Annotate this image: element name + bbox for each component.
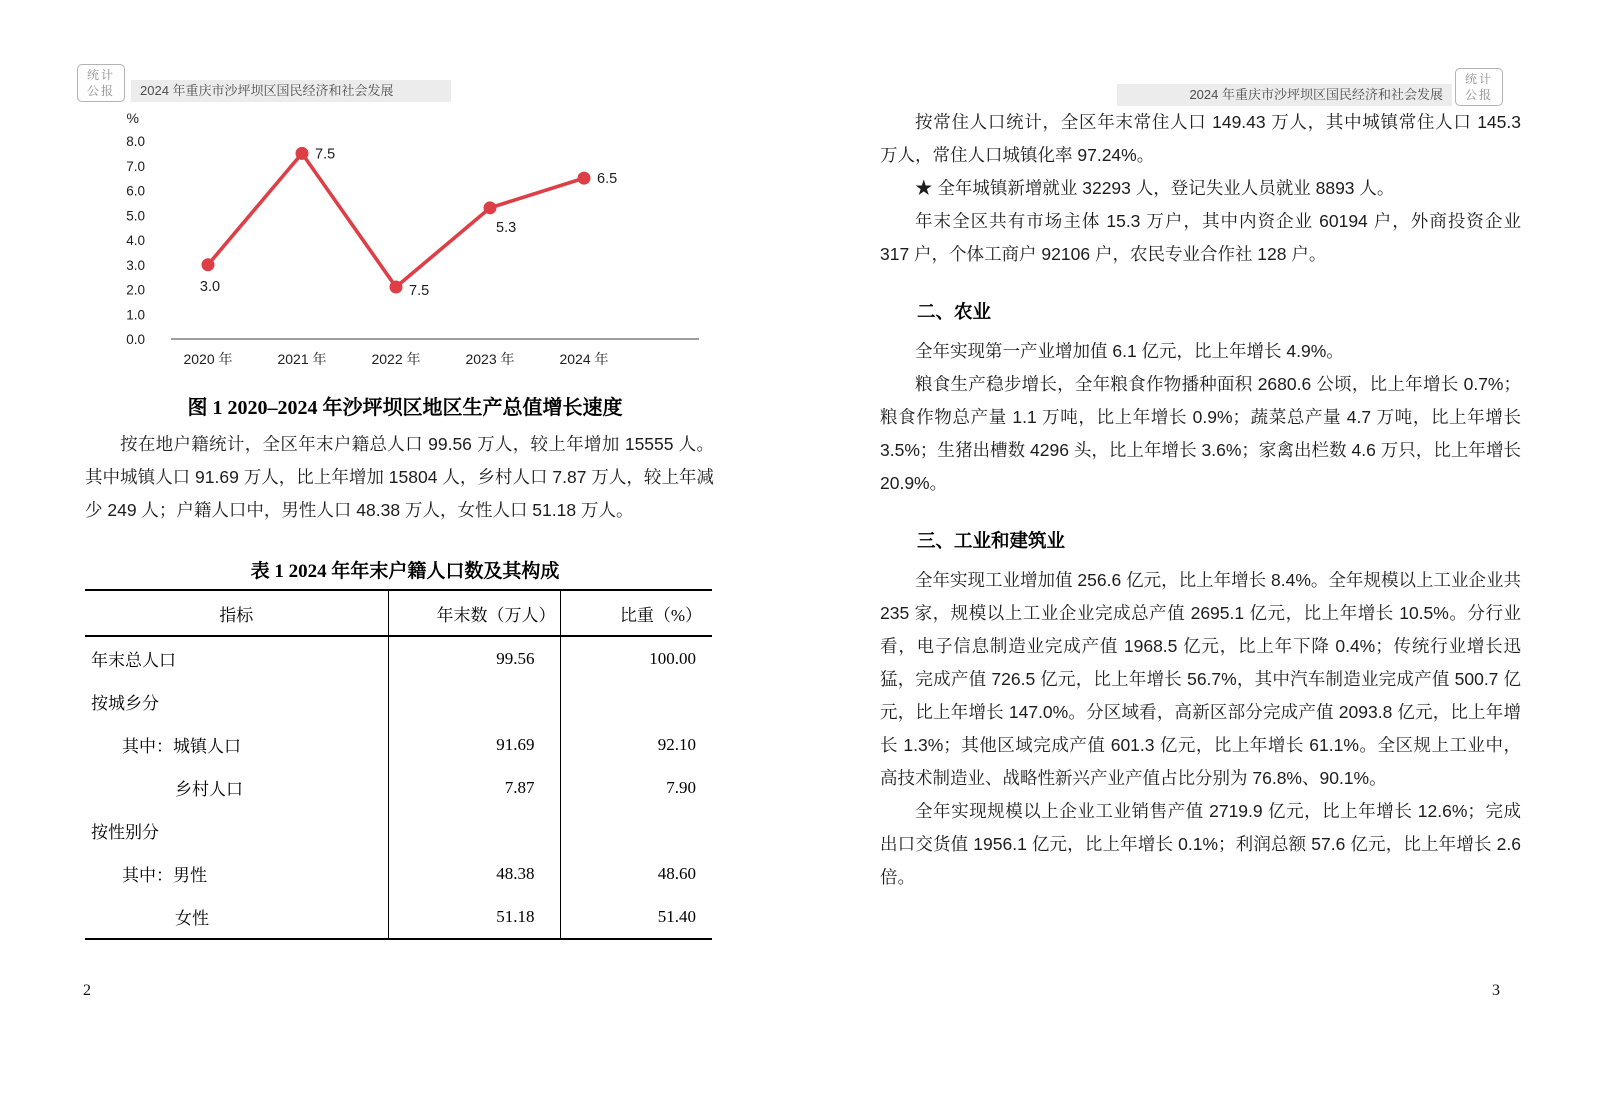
svg-text:7.5: 7.5: [315, 146, 336, 163]
figure-caption: 图 1 2020–2024 年沙坪坝区地区生产总值增长速度: [187, 397, 623, 419]
table-row: [85, 895, 712, 939]
row-value: [388, 809, 560, 852]
line-chart-canvas: [93, 106, 705, 380]
row-label: 乡村人口: [85, 766, 388, 809]
col-header-indicator: 指标: [85, 590, 388, 636]
population-table: [85, 589, 712, 940]
badge-line: 公报: [86, 84, 115, 98]
row-label: 年末总人口: [85, 636, 388, 680]
svg-text:2024 年: 2024 年: [559, 351, 609, 367]
svg-text:2023 年: 2023 年: [465, 351, 515, 367]
svg-text:3.0: 3.0: [126, 257, 145, 273]
badge-line: 统计: [86, 68, 115, 82]
svg-text:0.0: 0.0: [126, 332, 145, 347]
row-share: [560, 680, 712, 723]
household-registration-paragraph: 按在地户籍统计，全区年末户籍总人口 99.56 万人，较上年增加 15555 人。其中城镇人口 91.69 万人，比上年增加 15804 人，乡村人口 7.87 万人，较上年减少 249 人；户籍人口中，男性人口 48.38 万人，女性人口 51.18 万人。: [85, 434, 714, 520]
row-share: 48.60: [657, 863, 696, 883]
bulletin-badge-left: [77, 64, 125, 102]
row-label: 按性别分: [85, 809, 388, 852]
svg-text:5.3: 5.3: [496, 219, 517, 236]
industry-paragraph: 全年实现工业增加值 256.6 亿元，比上年增长 8.4%。全年规模以上工业企业共 235 家，规模以上工业企业完成总产值 2695.1 亿元，比上年增长 10.5%。分行业看，电子信息制造业完成产值 1968.5 亿元，比上年下降 0.4%；传统行业增长迅猛，完成产值 726.5 亿元，比上年增长 56.7%，其中汽车制造业完成产值 500.7 亿元，比上年增长 147.0%。分区域看，高新区部分完成产值 2093.8 亿元，比上年增长 1.3%；其他区域完成产值 601.3 亿元，比上年增长 61.1%。全区规上工业中，高技术制造业、战略性新兴产业产值占比分别为 76.8%、90.1%。: [880, 570, 1521, 788]
svg-text:2020 年: 2020 年: [183, 351, 233, 367]
table-row: [85, 852, 712, 895]
employment-paragraph: ★ 全年城镇新增就业 32293 人，登记失业人员就业 8893 人。: [915, 178, 1395, 198]
row-share: 92.10: [657, 734, 696, 754]
row-value: 51.18: [388, 895, 560, 939]
row-label: 其中：城镇人口: [85, 723, 388, 766]
svg-text:7.0: 7.0: [126, 158, 145, 174]
col-header-yearend: 年末数（万人）: [388, 590, 560, 636]
table-row: [85, 636, 712, 680]
table-row: [85, 809, 712, 852]
right-running-header: 2024 年重庆市沙坪坝区国民经济和社会发展: [1117, 84, 1452, 106]
page-number-left: 2: [83, 982, 91, 999]
row-value: 7.87: [388, 766, 560, 809]
svg-text:8.0: 8.0: [126, 134, 145, 149]
svg-text:5.0: 5.0: [126, 208, 145, 224]
svg-text:6.5: 6.5: [597, 171, 618, 188]
row-label: 其中：男性: [85, 852, 388, 895]
left-running-header: 2024 年重庆市沙坪坝区国民经济和社会发展: [131, 80, 451, 102]
table-row: [85, 723, 712, 766]
row-value: 99.56: [388, 636, 560, 680]
page-number-right: 3: [1492, 982, 1500, 999]
row-label: 按城乡分: [85, 680, 388, 723]
svg-text:2021 年: 2021 年: [277, 351, 327, 367]
resident-population-paragraph: 按常住人口统计，全区年末常住人口 149.43 万人，其中城镇常住人口 145.3 万人，常住人口城镇化率 97.24%。: [880, 112, 1521, 165]
agriculture-paragraph: 全年实现第一产业增加值 6.1 亿元，比上年增长 4.9%。: [915, 341, 1344, 361]
row-share: [560, 809, 712, 852]
svg-text:2022 年: 2022 年: [371, 351, 421, 367]
row-share: 100.00: [649, 648, 696, 668]
badge-line: 统计: [1464, 72, 1493, 86]
row-label: 女性: [85, 895, 388, 939]
col-header-share: 比重（%）: [560, 590, 712, 636]
market-entities-paragraph: 年末全区共有市场主体 15.3 万户，其中内资企业 60194 户，外商投资企业 317 户，个体工商户 92106 户，农民专业合作社 128 户。: [880, 211, 1521, 264]
svg-text:7.5: 7.5: [409, 283, 430, 300]
industrial-sales-paragraph: 全年实现规模以上企业工业销售产值 2719.9 亿元，比上年增长 12.6%；完成出口交货值 1956.1 亿元，比上年增长 0.1%；利润总额 57.6 亿元，比上年增长 2.6 倍。: [880, 801, 1521, 887]
svg-text:3.0: 3.0: [199, 278, 221, 295]
row-share: 7.90: [666, 777, 696, 797]
section-heading-industry: 三、工业和建筑业: [917, 530, 1066, 551]
svg-text:1.0: 1.0: [126, 307, 145, 323]
table-title: 表 1 2024 年年末户籍人口数及其构成: [250, 561, 560, 582]
table-row: [85, 766, 712, 809]
svg-text:6.0: 6.0: [126, 183, 145, 199]
svg-text:2.0: 2.0: [126, 282, 145, 298]
right-text-column: [880, 106, 1521, 894]
row-value: 48.38: [388, 852, 560, 895]
grain-production-paragraph: 粮食生产稳步增长，全年粮食作物播种面积 2680.6 公顷，比上年增长 0.7%；粮食作物总产量 1.1 万吨，比上年增长 0.9%；蔬菜总产量 4.7 万吨，比上年增长 3.5%；生猪出槽数 4296 头，比上年增长 3.6%；家禽出栏数 4.6 万只，比上年增长 20.9%。: [880, 374, 1521, 493]
gdp-growth-line-chart: [93, 106, 705, 380]
table-row: [85, 680, 712, 723]
table-header-row: [85, 590, 712, 636]
row-value: [388, 680, 560, 723]
bulletin-badge-right: [1455, 68, 1503, 106]
badge-line: 公报: [1464, 88, 1493, 102]
section-heading-agriculture: 二、农业: [917, 301, 992, 322]
svg-text:%: %: [126, 110, 139, 126]
svg-text:4.0: 4.0: [126, 233, 145, 248]
row-share: 51.40: [657, 906, 696, 926]
row-value: 91.69: [388, 723, 560, 766]
